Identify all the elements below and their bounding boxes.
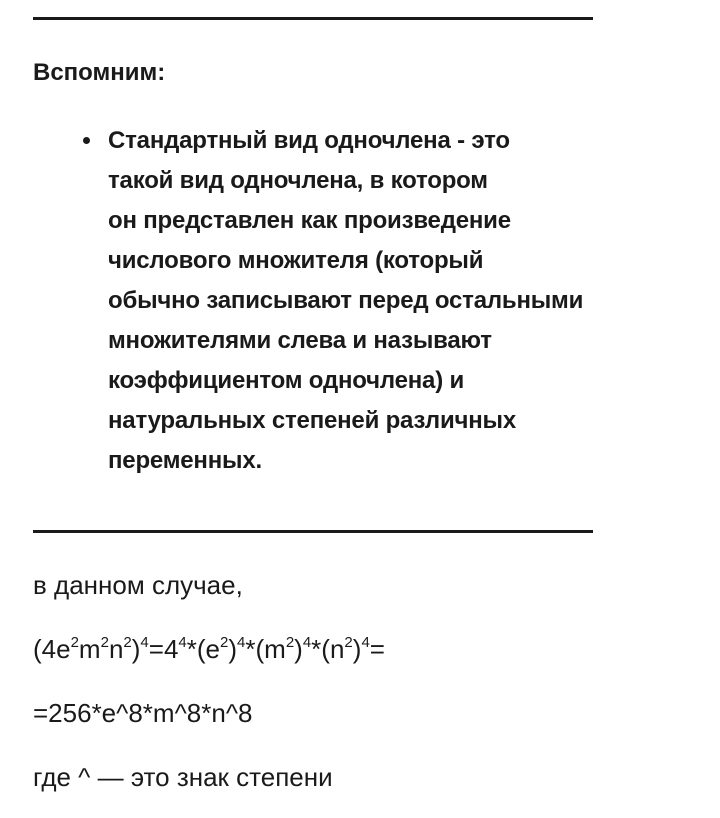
expr-term-5-exp: 4 [178, 634, 187, 651]
expr-term-6-exp: 2 [220, 634, 229, 651]
definition-line-5: обычно записывают перед остальными [108, 287, 584, 314]
expr-term-9-base: ) [294, 634, 303, 664]
power-note: где ^ — это знак степени [33, 762, 333, 792]
expr-term-6-base: *(e [186, 634, 221, 664]
definition-line-4: числового множителя (который [108, 247, 484, 274]
expr-term-11-base: ) [352, 634, 362, 664]
section-heading: Вспомним: [33, 59, 166, 86]
definition-line-9: переменных. [108, 447, 262, 474]
definition-line-2: такой вид одночлена, в котором [108, 167, 488, 194]
definition-list [80, 121, 680, 481]
definition-line-6: множителями слева и называют [108, 327, 492, 354]
definition-line-7: коэффициентом одночлена) и [108, 367, 465, 394]
expr-term-5-base: =4 [148, 634, 179, 664]
expr-term-7-base: ) [228, 634, 238, 664]
expr-term-8-exp: 2 [285, 634, 295, 651]
definition-line-8: натуральных степеней различных [108, 407, 516, 434]
expr-term-3-exp: 2 [123, 634, 132, 651]
expr-term-10-exp: 2 [344, 634, 353, 651]
expr-term-4-base: ) [131, 634, 141, 664]
expr-term-8-base: *(m [245, 634, 286, 664]
middle-divider [33, 530, 593, 533]
expr-term-2-base: m [78, 634, 101, 664]
solution-intro: в данном случае, [33, 570, 243, 600]
expr-term-1-base: (4e [33, 634, 71, 664]
expr-term-9-exp: 4 [302, 634, 312, 651]
bullet-icon [83, 137, 90, 144]
top-divider [33, 17, 593, 20]
expr-term-10-base: *(n [311, 634, 345, 664]
definition-item [80, 121, 680, 481]
expr-term-7-exp: 4 [237, 634, 246, 651]
result-line: =256*e^8*m^8*n^8 [33, 698, 253, 728]
definition-line-3: он представлен как произведение [108, 207, 511, 234]
expr-term-4-exp: 4 [140, 634, 149, 651]
expr-term-2-exp: 2 [100, 634, 109, 651]
expr-term-1-exp: 2 [70, 634, 79, 651]
expr-term-11-exp: 4 [361, 634, 370, 651]
expr-term-12-base: = [369, 634, 385, 664]
definition-line-1: Стандартный вид одночлена - это [108, 127, 510, 154]
expr-term-3-base: n [108, 634, 124, 664]
expression-line [33, 633, 385, 665]
